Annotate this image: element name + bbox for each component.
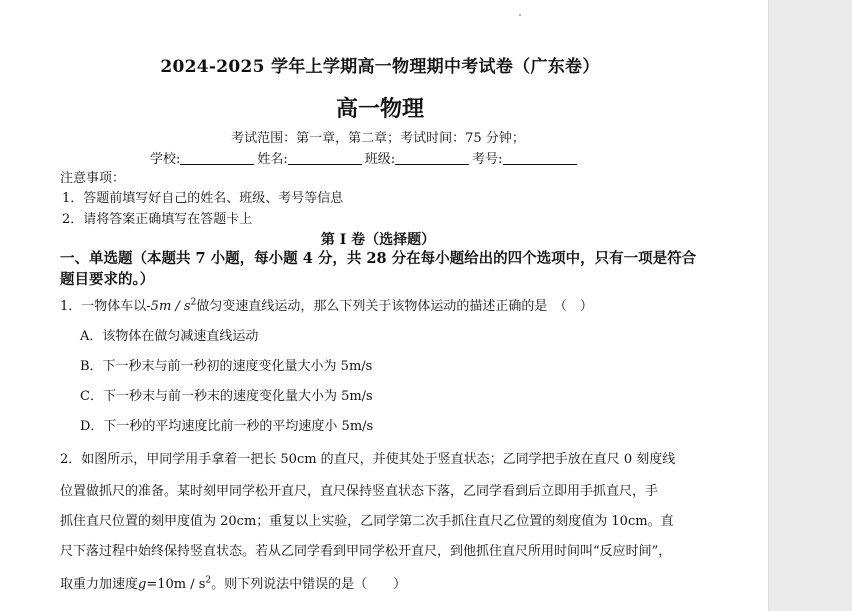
q2-last-line: [60, 573, 406, 592]
note-item: 1．答题前填写好自己的姓名、班级、考号等信息: [62, 191, 344, 206]
section-title: 第 I 卷（选择题）: [320, 232, 436, 248]
notes-heading: 注意事项：: [60, 171, 126, 186]
q1-option-c: C．下一秒末与前一秒末的速度变化量大小为 5m/s: [80, 389, 373, 404]
q1-prefix: 1．一物体车以: [60, 299, 147, 314]
q2-g-value: =10m / s: [146, 577, 206, 592]
q2-line: 尺下落过程中始终保持竖直状态。若从乙同学看到甲同学松开直尺，到他抓住直尺所用时间叫“反应时间”，: [60, 544, 672, 559]
exam-no-label: 考号:: [472, 152, 503, 167]
school-blank: [180, 152, 254, 165]
q2-last-prefix: 取重力加速度: [60, 577, 139, 592]
viewer-side-gutter: [768, 0, 852, 611]
q2-line: 抓住直尺位置的刻甲度值为 20cm；重复以上实验，乙同学第二次手抓住直尺乙位置的刻度值为 10cm。直: [60, 514, 674, 529]
student-info-row: [150, 148, 580, 167]
section-heading: 一、单选题（本题共 7 小题，每小题 4 分，共 28 分在每小题给出的四个选项中，只有一项是符合题目要求的。）: [60, 250, 697, 288]
note-item: 2．请将答案正确填写在答题卡上: [62, 212, 253, 227]
exam-range-line: 考试范围：第一章，第二章；考试时间：75 分钟；: [231, 131, 525, 146]
q2-line: 位置做抓尺的准备。某时刻甲同学松开直尺，直尺保持竖直状态下落，乙同学看到后立即用手抓直尺，手: [60, 484, 659, 499]
speck-mark: [519, 14, 521, 16]
subject-title: 高一物理: [335, 96, 424, 122]
class-label: 班级:: [364, 152, 396, 167]
q1-accel-exponent: 2: [190, 297, 197, 308]
name-blank: [288, 152, 362, 165]
question-1-stem: [60, 295, 593, 314]
q1-option-d: D．下一秒的平均速度比前一秒的平均速度小 5m/s: [80, 419, 374, 434]
q1-option-a: A．该物体在做匀减速直线运动: [80, 329, 259, 344]
name-label: 姓名:: [257, 152, 288, 167]
q1-suffix: 做匀变速直线运动，那么下列关于该物体运动的描述正确的是 （ ）: [196, 299, 593, 314]
q1-accel-unit: m / s: [158, 299, 191, 314]
class-blank: [395, 152, 469, 165]
q2-g-symbol: g: [138, 577, 147, 592]
exam-no-blank: [503, 152, 577, 165]
q1-accel-value: -5: [146, 299, 159, 314]
q2-line: 2．如图所示，甲同学用手拿着一把长 50cm 的直尺，并使其处于竖直状态；乙同学把手放在直尺 0 刻度线: [60, 452, 676, 467]
q1-option-b: B．下一秒末与前一秒初的速度变化量大小为 5m/s: [80, 359, 373, 374]
q2-last-suffix: 。则下列说法中错误的是（ ）: [211, 577, 407, 592]
q2-g-exponent: 2: [205, 575, 212, 586]
school-label: 学校:: [150, 152, 181, 167]
exam-title: 2024-2025 学年上学期高一物理期中考试卷（广东卷）: [160, 57, 600, 77]
